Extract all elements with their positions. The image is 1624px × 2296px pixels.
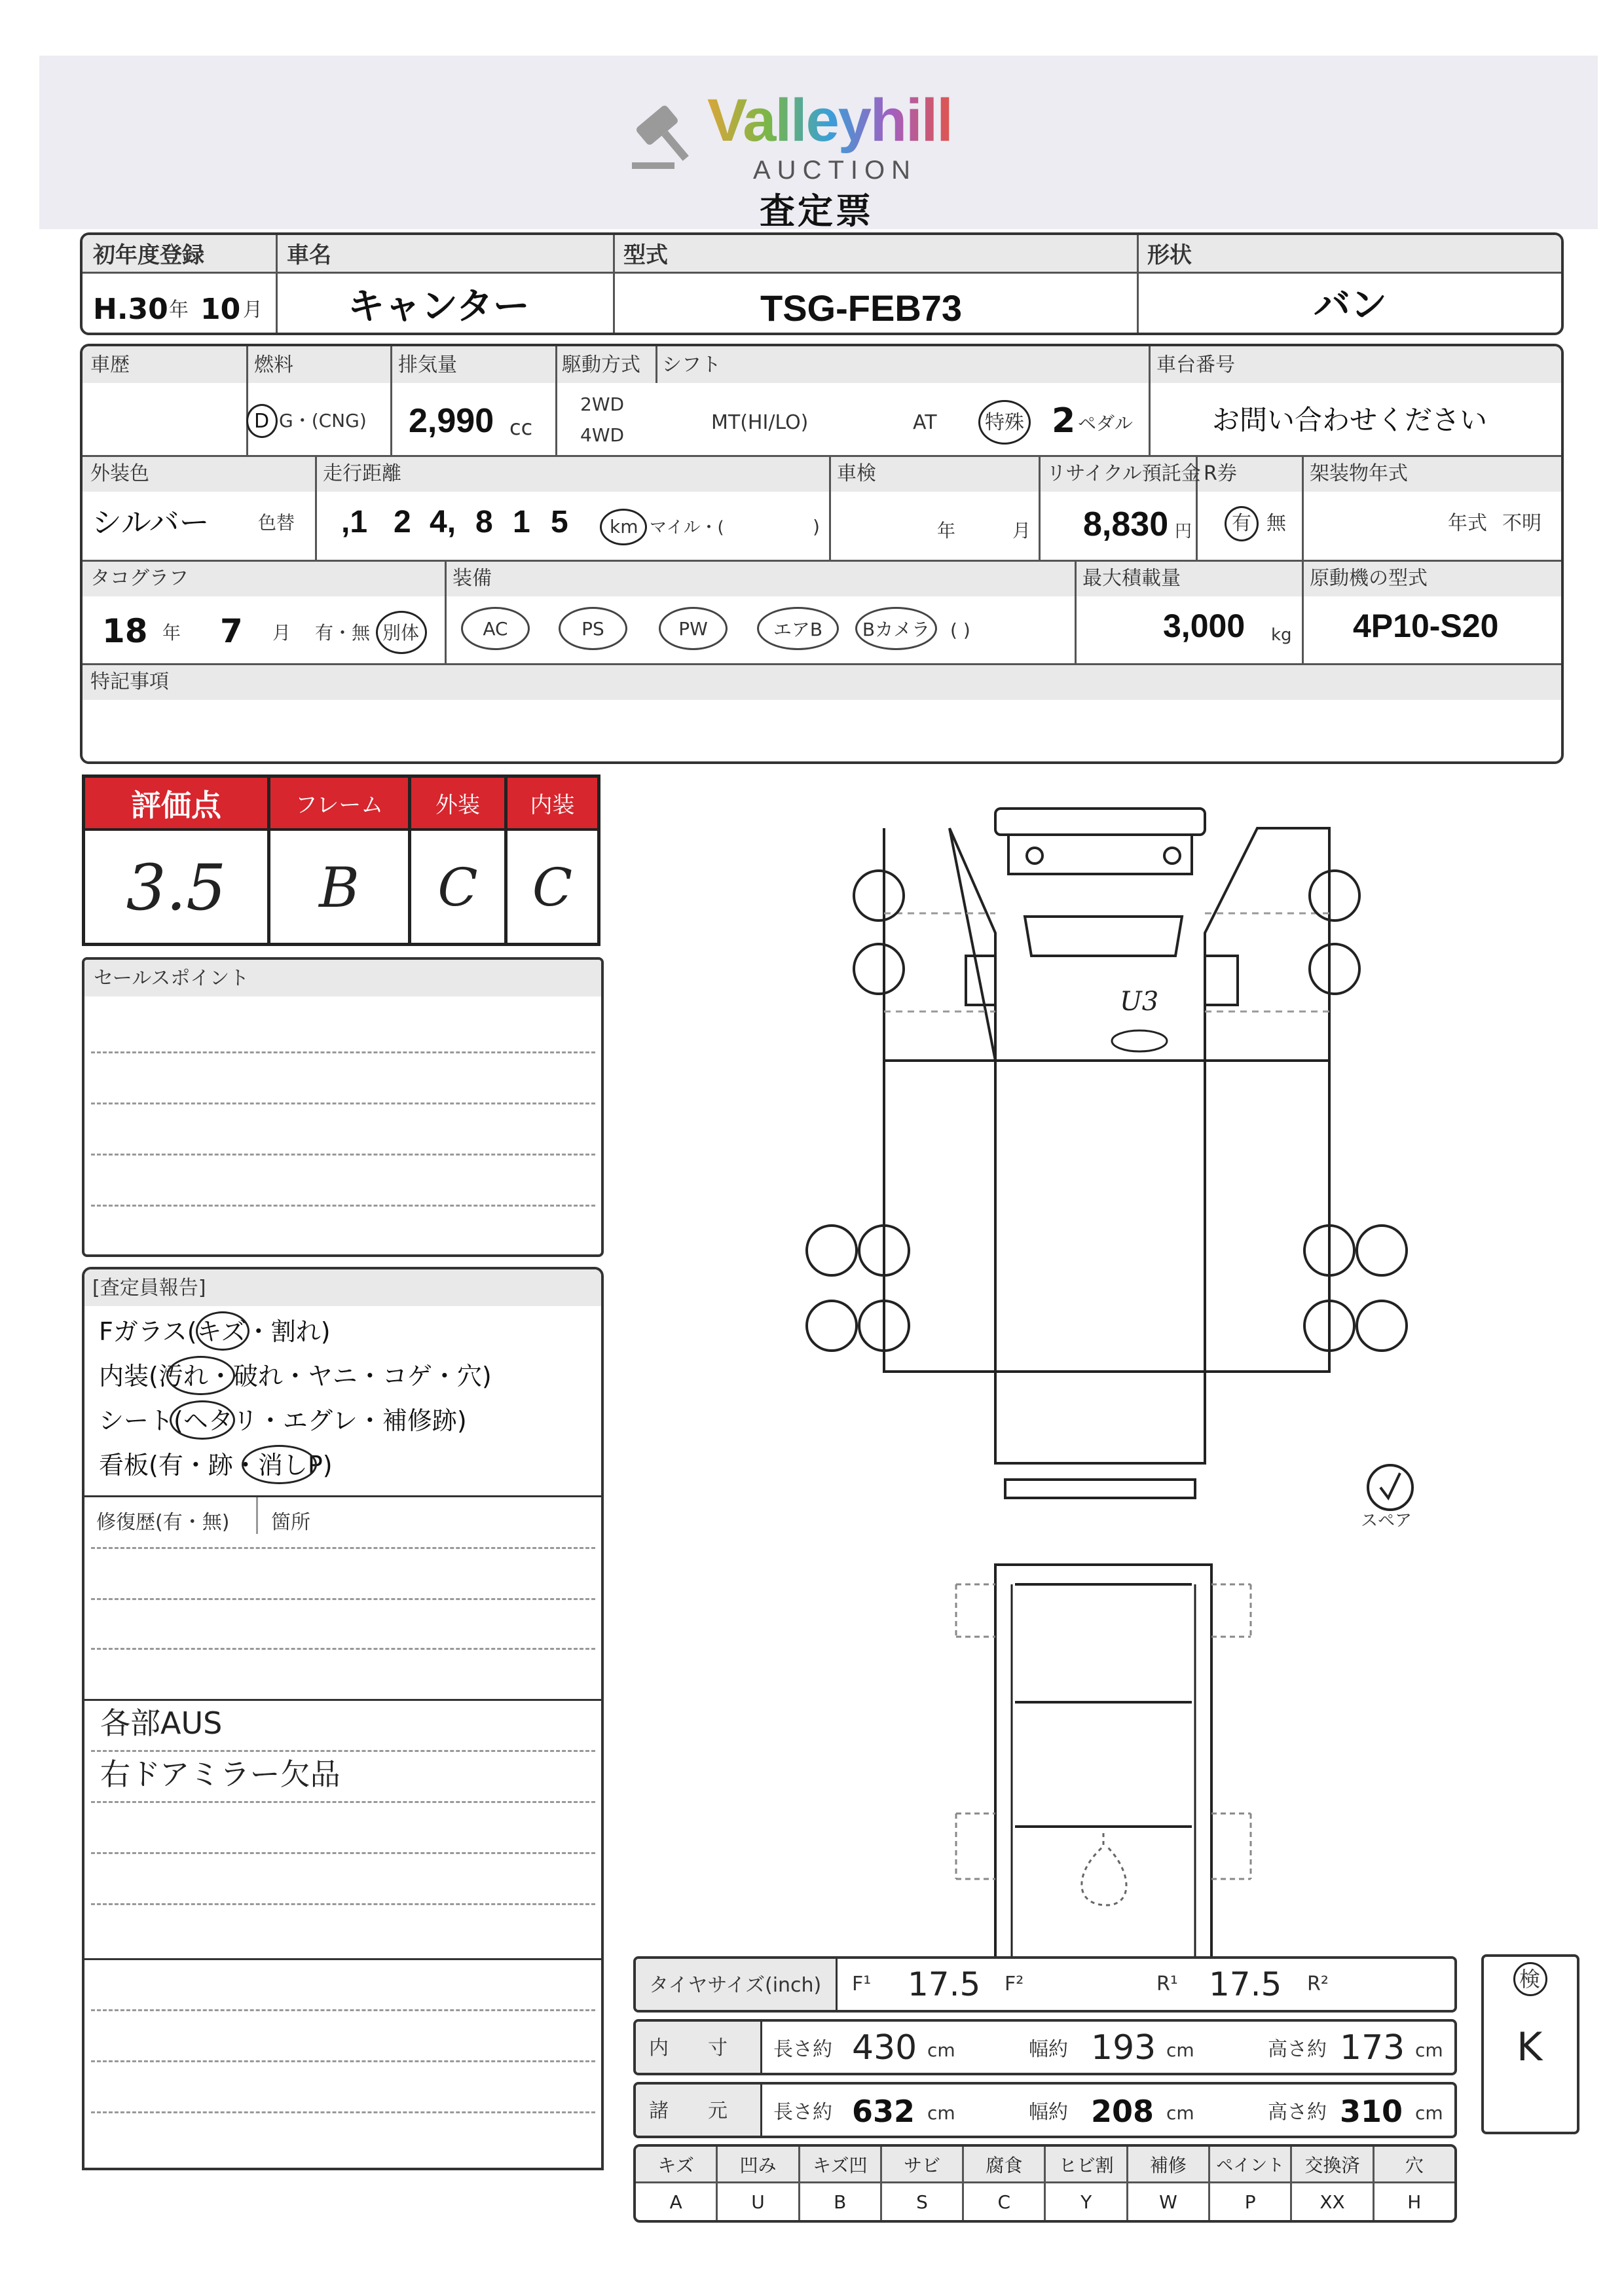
inspector-report-box bbox=[82, 1267, 604, 2170]
tacho-year-unit: 年 bbox=[162, 622, 181, 644]
exterior-value: C bbox=[437, 856, 478, 918]
inner-length-value: 430 bbox=[852, 2028, 917, 2068]
tachograph-label: タコグラフ bbox=[90, 567, 189, 590]
brand-subtitle: AUCTION bbox=[753, 156, 917, 185]
body-year-value: 不明 bbox=[1502, 512, 1541, 535]
exterior-label: 外装 bbox=[435, 792, 480, 818]
model-label: 型式 bbox=[623, 242, 668, 268]
inner-length-label: 長さ約 bbox=[773, 2038, 832, 2061]
car-name-label: 車名 bbox=[287, 242, 331, 268]
ken-label: 検 bbox=[1519, 1967, 1541, 1992]
legend-code: H bbox=[1407, 2191, 1422, 2213]
frame-value: B bbox=[319, 855, 360, 920]
damage-legend bbox=[633, 2144, 1457, 2223]
tacho-month-unit: 月 bbox=[272, 622, 291, 644]
special-notes-label: 特記事項 bbox=[90, 670, 169, 693]
drive-2wd: 2WD bbox=[580, 393, 625, 415]
displacement-label: 排気量 bbox=[398, 354, 457, 376]
body-type-label: 形状 bbox=[1147, 242, 1192, 268]
first-reg-year-unit: 年 bbox=[169, 299, 189, 321]
inspector-line: Fガラス(キズ・割れ) bbox=[99, 1317, 331, 1346]
r-ticket-yes-circle bbox=[1225, 506, 1259, 541]
legend-code: XX bbox=[1320, 2191, 1345, 2213]
tire-r1-label: R¹ bbox=[1156, 1973, 1178, 1995]
displacement-unit: cc bbox=[509, 415, 533, 440]
drive-4wd: 4WD bbox=[580, 424, 625, 446]
frame-label: フレーム bbox=[295, 792, 384, 818]
legend-item bbox=[964, 2147, 1046, 2220]
inner-width-label: 幅約 bbox=[1029, 2038, 1068, 2061]
legend-code: U bbox=[751, 2191, 765, 2213]
tacho-separate-circle bbox=[376, 611, 427, 654]
tacho-year: 18 bbox=[102, 612, 148, 650]
pedal-unit: ペダル bbox=[1078, 412, 1134, 434]
tire-size-box bbox=[633, 1956, 1457, 2013]
mileage-label: 走行距離 bbox=[323, 462, 401, 485]
circle-hetari bbox=[170, 1400, 235, 1440]
legend-name: 補修 bbox=[1128, 2147, 1208, 2183]
repair-history-label: 修復歴(有・無) bbox=[96, 1511, 230, 1534]
inner-height-label: 高さ約 bbox=[1268, 2038, 1327, 2061]
tire-f1-value: 17.5 bbox=[908, 1965, 981, 2003]
document-title: 査定票 bbox=[760, 191, 874, 232]
color-label: 外装色 bbox=[90, 462, 149, 485]
grade-table bbox=[82, 774, 600, 946]
legend-name: サビ bbox=[882, 2147, 962, 2183]
legend-name: キズ凹 bbox=[800, 2147, 880, 2183]
spare-label: スペア bbox=[1361, 1511, 1412, 1531]
chassis-label: 車台番号 bbox=[1156, 354, 1235, 376]
first-reg-month: 10 bbox=[200, 293, 241, 326]
inspection-month-unit: 月 bbox=[1012, 520, 1031, 541]
spec-length-label: 長さ約 bbox=[773, 2101, 832, 2124]
legend-item bbox=[636, 2147, 718, 2220]
inner-height-unit: cm bbox=[1415, 2039, 1443, 2061]
mileage-km-circle bbox=[600, 509, 647, 545]
diagram-damage-mark: U3 bbox=[1120, 987, 1159, 1017]
repair-location-label: 箇所 bbox=[271, 1511, 310, 1534]
inspection-label: 車検 bbox=[837, 462, 876, 485]
inspector-line: 看板(有・跡・消しP) bbox=[99, 1451, 333, 1480]
spec-width-label: 幅約 bbox=[1029, 2101, 1068, 2124]
legend-item bbox=[1292, 2147, 1374, 2220]
body-year-text: 年式 bbox=[1448, 512, 1487, 535]
shift-label: シフト bbox=[662, 354, 721, 376]
circle-yogore bbox=[166, 1356, 235, 1395]
tire-r2-label: R² bbox=[1307, 1973, 1329, 1995]
drive-label: 駆動方式 bbox=[562, 354, 640, 376]
basic-info-section bbox=[80, 232, 1564, 335]
spec-height-value: 310 bbox=[1340, 2094, 1403, 2129]
mileage-mile: マイル・( bbox=[650, 518, 724, 538]
tire-size-label: タイヤサイズ(inch) bbox=[649, 1974, 822, 1997]
score-value: 3.5 bbox=[126, 850, 227, 924]
equip-other: ( ) bbox=[950, 619, 970, 641]
inner-width-value: 193 bbox=[1091, 2028, 1156, 2068]
circle-kizu bbox=[196, 1311, 249, 1351]
body-type-value: バン bbox=[1314, 284, 1387, 327]
model-value: TSG-FEB73 bbox=[760, 287, 963, 329]
recycle-unit: 円 bbox=[1175, 522, 1192, 541]
legend-item bbox=[1128, 2147, 1210, 2220]
inspector-note: 各部AUS bbox=[100, 1705, 223, 1741]
interior-label: 内装 bbox=[530, 792, 575, 818]
mileage-digit: 2 bbox=[394, 505, 411, 539]
legend-item bbox=[800, 2147, 882, 2220]
legend-code: A bbox=[669, 2191, 682, 2213]
equip-ac: AC bbox=[461, 607, 530, 650]
body-year-label: 架装物年式 bbox=[1310, 462, 1408, 485]
legend-item bbox=[882, 2147, 964, 2220]
legend-item bbox=[718, 2147, 800, 2220]
tire-r1-value: 17.5 bbox=[1209, 1965, 1282, 2003]
first-reg-label: 初年度登録 bbox=[93, 242, 204, 268]
spec-length-unit: cm bbox=[927, 2102, 955, 2124]
sales-points-box bbox=[82, 957, 604, 1257]
legend-name: ペイント bbox=[1210, 2147, 1290, 2183]
spec-height-unit: cm bbox=[1415, 2102, 1443, 2124]
brand-name: Valleyhill bbox=[707, 87, 952, 154]
inner-width-unit: cm bbox=[1166, 2039, 1194, 2061]
engine-type-value: 4P10-S20 bbox=[1353, 608, 1499, 644]
inner-length-unit: cm bbox=[927, 2039, 955, 2061]
tacho-options: 有・無 bbox=[315, 622, 371, 644]
mileage-digit: 5 bbox=[551, 505, 568, 539]
spec-dimensions-box bbox=[633, 2082, 1457, 2138]
chassis-value: お問い合わせください bbox=[1212, 404, 1488, 436]
spec-height-label: 高さ約 bbox=[1268, 2101, 1327, 2124]
inner-dimensions-box bbox=[633, 2019, 1457, 2075]
max-load-value: 3,000 bbox=[1163, 608, 1246, 644]
spec-width-unit: cm bbox=[1166, 2102, 1194, 2124]
car-name-value: キャンター bbox=[348, 285, 530, 328]
pedal-count: 2 bbox=[1052, 401, 1076, 441]
interior-value: C bbox=[532, 856, 573, 918]
sales-points-label: セールスポイント bbox=[94, 967, 249, 990]
ken-value: K bbox=[1517, 2024, 1543, 2070]
inspector-note: 右ドアミラー欠品 bbox=[100, 1757, 341, 1792]
max-load-unit: kg bbox=[1271, 625, 1292, 645]
gavel-icon bbox=[629, 98, 701, 170]
mileage-digit: ,1 bbox=[341, 505, 368, 539]
mileage-digit: 4, bbox=[430, 505, 456, 539]
legend-code: C bbox=[997, 2191, 1011, 2213]
displacement-value: 2,990 bbox=[409, 402, 494, 440]
max-load-label: 最大積載量 bbox=[1082, 567, 1181, 590]
first-reg-era: H.30 bbox=[93, 293, 168, 326]
mileage-km: km bbox=[610, 516, 638, 538]
tire-f2-label: F² bbox=[1005, 1973, 1024, 1995]
spec-length-value: 632 bbox=[852, 2094, 915, 2129]
legend-item bbox=[1210, 2147, 1292, 2220]
shift-special: 特殊 bbox=[985, 411, 1024, 434]
recycle-label: リサイクル預託金 bbox=[1046, 462, 1201, 485]
tire-f1-label: F¹ bbox=[852, 1973, 872, 1995]
inner-dims-label: 内 寸 bbox=[649, 2037, 728, 2060]
inner-height-value: 173 bbox=[1340, 2028, 1405, 2068]
inspection-mark-box bbox=[1481, 1954, 1579, 2134]
mileage-digit: 8 bbox=[475, 505, 493, 539]
legend-name: 凹み bbox=[718, 2147, 798, 2183]
legend-code: W bbox=[1159, 2191, 1177, 2213]
mileage-digit: 1 bbox=[513, 505, 530, 539]
legend-code: P bbox=[1244, 2191, 1256, 2213]
history-label: 車歴 bbox=[90, 354, 130, 376]
legend-code: B bbox=[834, 2191, 847, 2213]
legend-name: キズ bbox=[636, 2147, 716, 2183]
recycle-value: 8,830 bbox=[1083, 505, 1169, 543]
spec-width-value: 208 bbox=[1091, 2094, 1154, 2129]
legend-code: Y bbox=[1080, 2191, 1092, 2213]
equip-backcam: Bカメラ bbox=[855, 607, 937, 650]
shift-mt: MT(HI/LO) bbox=[711, 411, 809, 434]
equip-ps: PS bbox=[559, 607, 627, 650]
inspector-line: 内装(汚れ・破れ・ヤニ・コゲ・穴) bbox=[99, 1362, 492, 1391]
shift-at: AT bbox=[913, 411, 937, 434]
color-change: 色替 bbox=[258, 512, 295, 534]
tacho-separate: 別体 bbox=[382, 622, 420, 644]
equip-pw: PW bbox=[659, 607, 728, 650]
r-ticket-yes: 有 bbox=[1232, 512, 1251, 535]
legend-name: ヒビ割 bbox=[1046, 2147, 1126, 2183]
r-ticket-label: R券 bbox=[1204, 462, 1237, 485]
equip-airbag: エアB bbox=[757, 607, 839, 650]
inspector-label: [査定員報告] bbox=[92, 1277, 206, 1300]
legend-item bbox=[1046, 2147, 1128, 2220]
shift-special-circle bbox=[978, 400, 1031, 445]
equipment-label: 装備 bbox=[452, 567, 492, 590]
fuel-diesel-circle bbox=[246, 404, 278, 438]
inspector-line: シート(ヘタリ・エグレ・補修跡) bbox=[99, 1406, 467, 1435]
inspection-year-unit: 年 bbox=[937, 520, 956, 541]
legend-name: 腐食 bbox=[964, 2147, 1044, 2183]
legend-item bbox=[1375, 2147, 1454, 2220]
legend-name: 交換済 bbox=[1292, 2147, 1372, 2183]
legend-name: 穴 bbox=[1375, 2147, 1454, 2183]
spec-dims-label: 諸 元 bbox=[649, 2100, 728, 2123]
color-value: シルバー bbox=[92, 505, 210, 540]
r-ticket-no: 無 bbox=[1266, 512, 1286, 535]
legend-code: S bbox=[916, 2191, 928, 2213]
fuel-diesel: D bbox=[254, 410, 270, 433]
fuel-other-options: G・(CNG) bbox=[279, 410, 367, 431]
engine-type-label: 原動機の型式 bbox=[1310, 567, 1428, 590]
score-label: 評価点 bbox=[131, 787, 221, 823]
tacho-month: 7 bbox=[220, 612, 243, 650]
fuel-label: 燃料 bbox=[254, 354, 293, 376]
brand-logo bbox=[629, 85, 969, 190]
mileage-close-paren: ) bbox=[813, 516, 820, 538]
vehicle-details-section bbox=[80, 344, 1564, 764]
circle-keshi bbox=[242, 1445, 317, 1484]
first-reg-month-unit: 月 bbox=[243, 299, 263, 321]
